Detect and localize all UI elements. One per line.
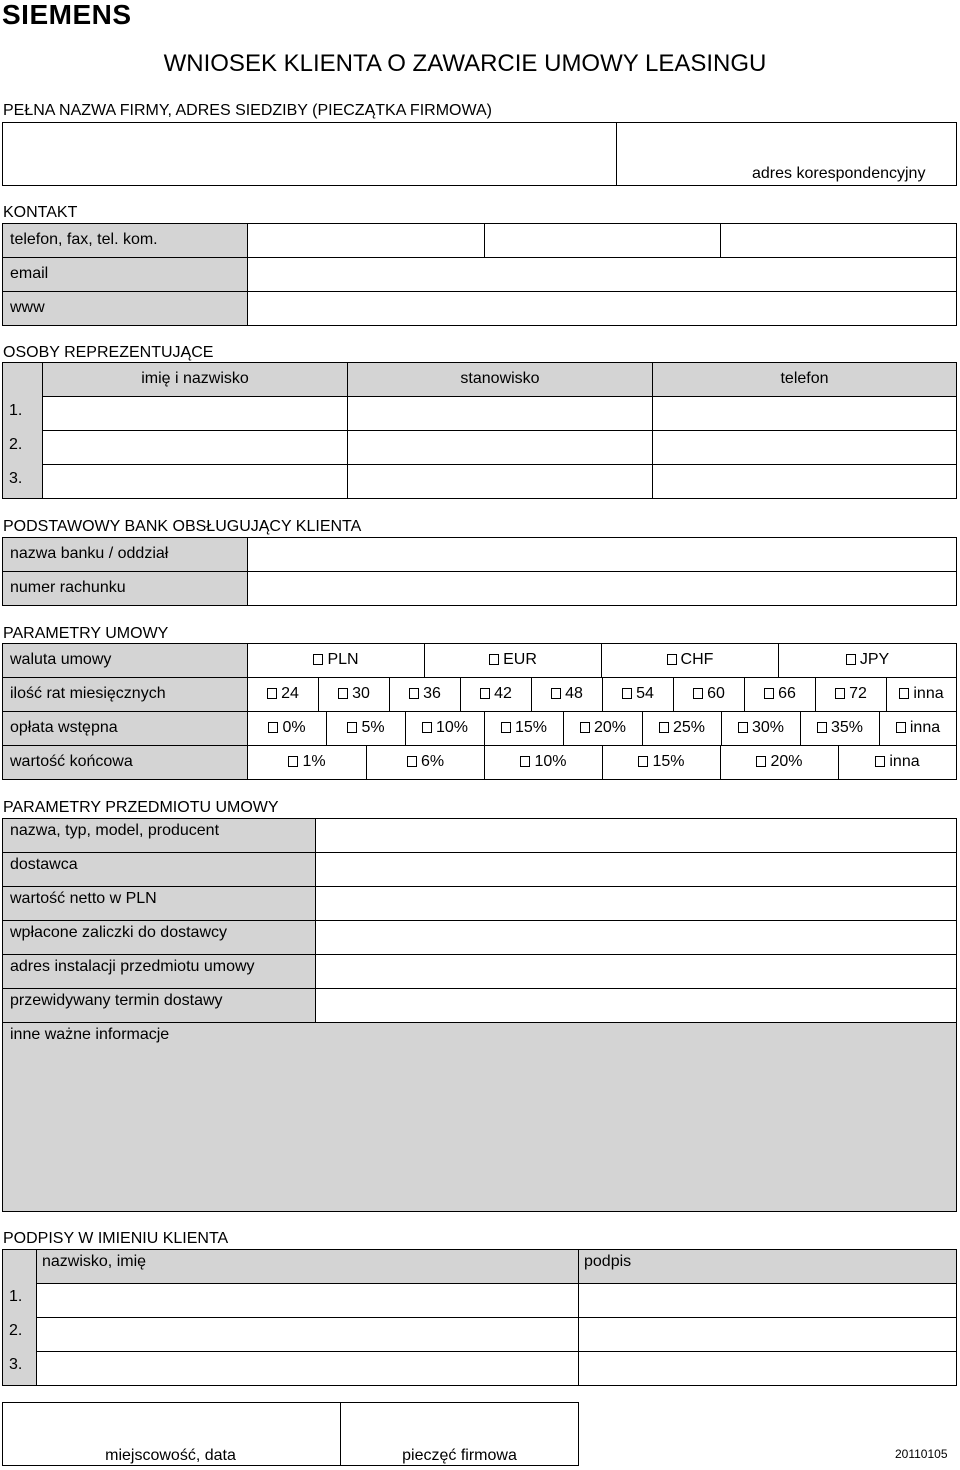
sig3-name-field[interactable] (36, 1351, 579, 1386)
mobile-field[interactable] (720, 223, 957, 258)
correspondence-address-label: adres korespondencyjny (752, 165, 926, 182)
installments-option[interactable]: 48 (531, 677, 603, 712)
sig-row-number: 2. (9, 1322, 23, 1339)
installments-option[interactable]: 54 (602, 677, 674, 712)
down-payment-option[interactable]: 10% (405, 711, 485, 746)
down-payment-label: opłata wstępna (2, 711, 248, 746)
other-info-field[interactable]: inne ważne informacje (2, 1022, 957, 1212)
final-value-option[interactable]: 1% (247, 745, 367, 780)
subject-heading: PARAMETRY PRZEDMIOTU UMOWY (3, 799, 279, 816)
checkbox-icon[interactable] (738, 722, 748, 733)
rep-col-name: imię i nazwisko (42, 362, 348, 397)
sig-row-number: 3. (9, 1356, 23, 1373)
down-payment-option[interactable]: 30% (721, 711, 801, 746)
currency-option-pln[interactable]: PLN (247, 643, 425, 678)
subject-label-advances: wpłacone zaliczki do dostawcy (2, 920, 316, 955)
checkbox-icon[interactable] (409, 688, 419, 699)
down-payment-option-other[interactable]: inna (879, 711, 957, 746)
sig3-signature-field[interactable] (578, 1351, 957, 1386)
rep2-name-field[interactable] (42, 430, 348, 465)
down-payment-option[interactable]: 25% (642, 711, 722, 746)
rep2-phone-field[interactable] (652, 430, 957, 465)
currency-option-chf[interactable]: CHF (601, 643, 779, 678)
bank-label-name: nazwa banku / oddział (2, 537, 248, 572)
subject-label-name: nazwa, typ, model, producent (2, 818, 316, 853)
checkbox-icon[interactable] (764, 688, 774, 699)
checkbox-icon[interactable] (268, 722, 278, 733)
rep1-position-field[interactable] (347, 396, 653, 431)
installments-option[interactable]: 30 (318, 677, 390, 712)
rep1-name-field[interactable] (42, 396, 348, 431)
checkbox-icon[interactable] (551, 688, 561, 699)
sig2-signature-field[interactable] (578, 1317, 957, 1352)
currency-label: waluta umowy (2, 643, 248, 678)
subject-label-supplier: dostawca (2, 852, 316, 887)
installments-option[interactable]: 42 (460, 677, 532, 712)
checkbox-icon[interactable] (875, 756, 885, 767)
rep-row-number: 2. (9, 436, 23, 453)
sig1-name-field[interactable] (36, 1283, 579, 1318)
bank-name-field[interactable] (247, 537, 957, 572)
contact-label-phone: telefon, fax, tel. kom. (2, 223, 248, 258)
checkbox-icon[interactable] (422, 722, 432, 733)
final-value-option-other[interactable]: inna (838, 745, 957, 780)
checkbox-icon[interactable] (338, 688, 348, 699)
subject-label-delivery-date: przewidywany termin dostawy (2, 988, 316, 1023)
firm-name-field[interactable] (2, 122, 617, 186)
firm-heading: PEŁNA NAZWA FIRMY, ADRES SIEDZIBY (PIECZĄTKA FIRMOWA) (3, 102, 492, 119)
installments-option[interactable]: 72 (815, 677, 887, 712)
checkbox-icon[interactable] (817, 722, 827, 733)
subject-label-install-address: adres instalacji przedmiotu umowy (2, 954, 316, 989)
sig-col-name: nazwisko, imię (36, 1249, 579, 1284)
checkbox-icon[interactable] (580, 722, 590, 733)
page-title: WNIOSEK KLIENTA O ZAWARCIE UMOWY LEASINGU (163, 50, 767, 77)
checkbox-icon[interactable] (693, 688, 703, 699)
checkbox-icon[interactable] (501, 722, 511, 733)
contact-label-www: www (2, 291, 248, 326)
supplier-field[interactable] (315, 852, 957, 887)
rep-col-position: stanowisko (347, 362, 653, 397)
rep3-position-field[interactable] (347, 464, 653, 499)
checkbox-icon[interactable] (622, 688, 632, 699)
checkbox-icon[interactable] (835, 688, 845, 699)
contract-heading: PARAMETRY UMOWY (3, 625, 169, 642)
installments-option-other[interactable]: inna (886, 677, 957, 712)
currency-option-jpy[interactable]: JPY (778, 643, 957, 678)
bank-label-account: numer rachunku (2, 571, 248, 606)
account-number-field[interactable] (247, 571, 957, 606)
currency-option-eur[interactable]: EUR (424, 643, 602, 678)
rep2-position-field[interactable] (347, 430, 653, 465)
rep-row-number: 3. (9, 470, 23, 487)
final-value-option[interactable]: 20% (720, 745, 839, 780)
form-code: 20110105 (895, 1447, 948, 1461)
net-value-field[interactable] (315, 886, 957, 921)
checkbox-icon[interactable] (659, 722, 669, 733)
bank-heading: PODSTAWOWY BANK OBSŁUGUJĄCY KLIENTA (3, 518, 362, 535)
rep1-phone-field[interactable] (652, 396, 957, 431)
rep-row-number: 1. (9, 402, 23, 419)
final-value-option[interactable]: 6% (366, 745, 485, 780)
representatives-heading: OSOBY REPREZENTUJĄCE (3, 344, 214, 361)
checkbox-icon[interactable] (313, 654, 323, 665)
rep3-phone-field[interactable] (652, 464, 957, 499)
contact-heading: KONTAKT (3, 204, 78, 221)
down-payment-option[interactable]: 35% (800, 711, 880, 746)
down-payment-option[interactable]: 20% (563, 711, 643, 746)
sig-col-signature: podpis (578, 1249, 957, 1284)
advances-field[interactable] (315, 920, 957, 955)
checkbox-icon[interactable] (896, 722, 906, 733)
checkbox-icon[interactable] (480, 688, 490, 699)
sig-row-number: 1. (9, 1288, 23, 1305)
checkbox-icon[interactable] (667, 654, 677, 665)
delivery-date-field[interactable] (315, 988, 957, 1023)
checkbox-icon[interactable] (267, 688, 277, 699)
siemens-logo: SIEMENS (2, 0, 132, 30)
installments-option[interactable]: 24 (247, 677, 319, 712)
phone-field[interactable] (247, 223, 485, 258)
down-payment-option[interactable]: 5% (326, 711, 406, 746)
sig1-signature-field[interactable] (578, 1283, 957, 1318)
contact-label-email: email (2, 257, 248, 292)
subject-label-net-value: wartość netto w PLN (2, 886, 316, 921)
installments-option[interactable]: 36 (389, 677, 461, 712)
company-stamp-label: pieczęć firmowa (402, 1447, 517, 1464)
install-address-field[interactable] (315, 954, 957, 989)
checkbox-icon[interactable] (288, 756, 298, 767)
final-value-option[interactable]: 15% (602, 745, 721, 780)
down-payment-option[interactable]: 0% (247, 711, 327, 746)
final-value-label: wartość końcowa (2, 745, 248, 780)
checkbox-icon[interactable] (846, 654, 856, 665)
installments-option[interactable]: 60 (673, 677, 745, 712)
email-field[interactable] (247, 257, 957, 292)
down-payment-option[interactable]: 15% (484, 711, 564, 746)
www-field[interactable] (247, 291, 957, 326)
rep3-name-field[interactable] (42, 464, 348, 499)
checkbox-icon[interactable] (638, 756, 648, 767)
checkbox-icon[interactable] (347, 722, 357, 733)
checkbox-icon[interactable] (899, 688, 909, 699)
installments-option[interactable]: 66 (744, 677, 816, 712)
sig2-name-field[interactable] (36, 1317, 579, 1352)
installments-label: ilość rat miesięcznych (2, 677, 248, 712)
fax-field[interactable] (484, 223, 721, 258)
checkbox-icon[interactable] (520, 756, 530, 767)
rep-col-phone: telefon (652, 362, 957, 397)
subject-name-field[interactable] (315, 818, 957, 853)
checkbox-icon[interactable] (489, 654, 499, 665)
final-value-option[interactable]: 10% (484, 745, 603, 780)
signatures-heading: PODPISY W IMIENIU KLIENTA (3, 1230, 229, 1247)
checkbox-icon[interactable] (407, 756, 417, 767)
place-date-label: miejscowość, data (105, 1447, 236, 1464)
checkbox-icon[interactable] (756, 756, 766, 767)
